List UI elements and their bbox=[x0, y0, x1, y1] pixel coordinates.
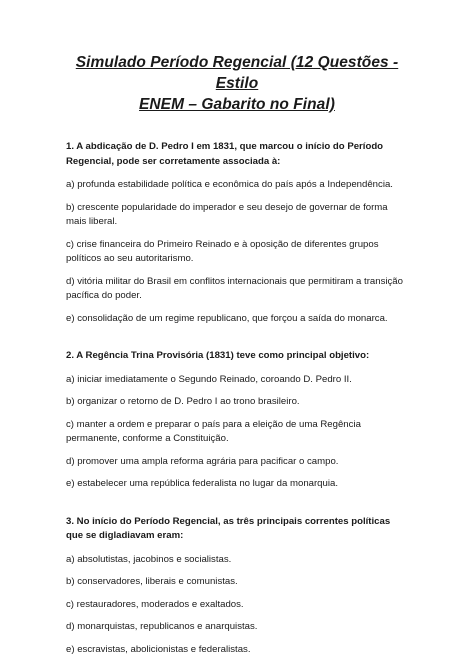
option-d: d) monarquistas, republicanos e anarquistas. bbox=[66, 621, 258, 632]
question-3 bbox=[66, 515, 408, 658]
option-c: c) manter a ordem e preparar o país para a eleição de uma Regência permanente, conforme a Constituição. bbox=[66, 418, 361, 444]
title-line-1: Simulado Período Regencial (12 Questões - Estilo bbox=[75, 54, 399, 92]
option-b: b) conservadores, liberais e comunistas. bbox=[66, 576, 238, 587]
question-2 bbox=[66, 349, 408, 492]
option-d: d) promover uma ampla reforma agrária para pacificar o campo. bbox=[66, 455, 339, 467]
option-a: a) profunda estabilidade política e econômica do país após a Independência. bbox=[66, 179, 393, 190]
question-text: 3. No início do Período Regencial, as três principais correntes políticas que se digladiavam eram: bbox=[66, 515, 391, 541]
option-a: a) iniciar imediatamente o Segundo Reinado, coroando D. Pedro II. bbox=[66, 373, 352, 385]
option-a: a) absolutistas, jacobinos e socialistas. bbox=[66, 553, 232, 565]
title-line-2: ENEM – Gabarito no Final) bbox=[139, 96, 335, 113]
option-c: c) restauradores, moderados e exaltados. bbox=[66, 598, 244, 610]
option-e: e) escravistas, abolicionistas e federalistas. bbox=[66, 643, 251, 655]
option-b: b) organizar o retorno de D. Pedro I ao trono brasileiro. bbox=[66, 396, 300, 407]
question-1 bbox=[66, 140, 408, 326]
document-title bbox=[66, 52, 408, 115]
option-c: c) crise financeira do Primeiro Reinado e à oposição de diferentes grupos políticos ao seu autoritarismo. bbox=[66, 238, 379, 264]
option-b: b) crescente popularidade do imperador e seu desejo de governar de forma mais liberal. bbox=[66, 201, 388, 227]
question-text: 2. A Regência Trina Provisória (1831) teve como principal objetivo: bbox=[66, 350, 370, 361]
option-e: e) consolidação de um regime republicano, que forçou a saída do monarca. bbox=[66, 312, 388, 324]
option-d: d) vitória militar do Brasil em conflitos internacionais que permitiram a transição pacífica do poder. bbox=[66, 275, 403, 301]
option-e: e) estabelecer uma república federalista no lugar da monarquia. bbox=[66, 478, 338, 489]
question-text: 1. A abdicação de D. Pedro I em 1831, que marcou o início do Período Regencial, pode ser corretamente associada à: bbox=[66, 141, 384, 167]
